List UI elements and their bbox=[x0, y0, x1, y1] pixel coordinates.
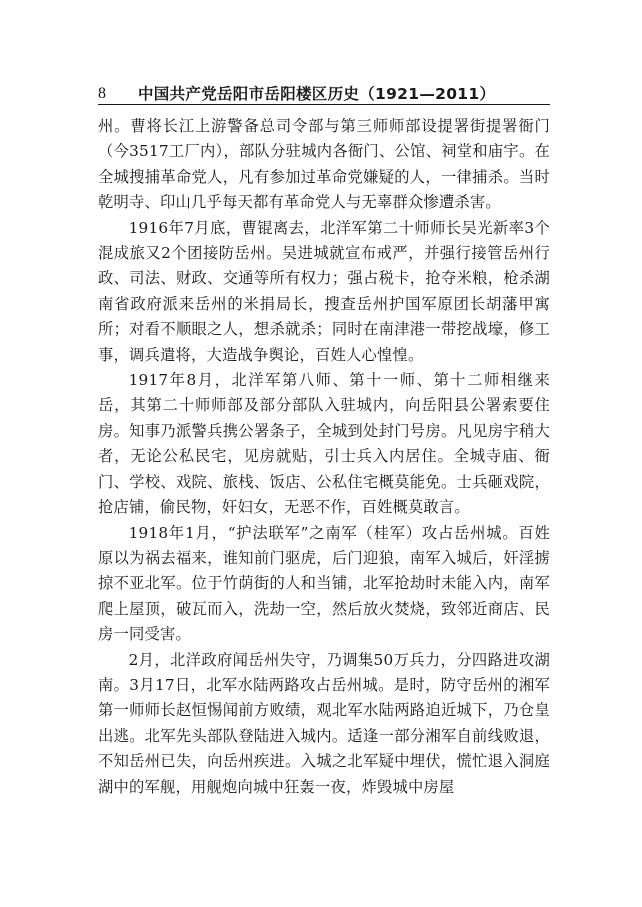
paragraph: 1918年1月，“护法联军”之南军（桂军）攻占岳州城。百姓原以为祸去福来，谁知前门驱虎，后门迎狼，南军入城后，奸淫掳掠不亚北军。位于竹荫街的人和当铺，北军抢劫时未能入内，南军爬上屋顶，破瓦而入，洗劫一空，然后放火焚烧，致邻近商店、民房一同受害。 bbox=[98, 523, 550, 644]
page-header bbox=[98, 76, 550, 104]
running-title: 中国共产党岳阳市岳阳楼区历史（1921—2011） bbox=[138, 85, 496, 103]
page-number: 8 bbox=[98, 85, 106, 102]
paragraph-continued: 州。曹将长江上游警备总司令部与第三师师部设提署街提署衙门（今3517工厂内），部队分驻城内各衙门、公馆、祠堂和庙宇。在全城搜捕革命党人，凡有参加过革命党嫌疑的人，一律捕杀。当时乾明寺、印山几乎每天都有革命党人与无辜群众惨遭杀害。 bbox=[98, 117, 550, 212]
paragraph: 1916年7月底，曹锟离去，北洋军第二十师师长吴光新率3个混成旅又2个团接防岳州。吴进城就宣布戒严，并强行接管岳州行政、司法、财政、交通等所有权力；强占税卡，抢夺米粮，枪杀湖南省政府派来岳州的米捐局长，搜查岳州护国军原团长胡藩甲寓所；对看不顺眼之人，想杀就杀；同时在南津港一带挖战壕，修工事，调兵遣将，大造战争舆论，百姓人心惶惶。 bbox=[98, 218, 550, 364]
header-rule bbox=[98, 104, 550, 105]
paragraph: 1917年8月，北洋军第八师、第十一师、第十二师相继来岳，其第二十师师部及部分部队入驻城内，向岳阳县公署索要住房。知事乃派警兵携公署条子，全城到处封门号房。凡见房宇稍大者，无论公私民宅，见房就贴，引士兵入内居住。全城寺庙、衙门、学校、戏院、旅栈、饭店、公私住宅概莫能免。士兵砸戏院，抢店铺，偷民物，奸妇女，无恶不作，百姓概莫敢言。 bbox=[98, 371, 550, 517]
paragraph: 2月，北洋政府闻岳州失守，乃调集50万兵力，分四路进攻湖南。3月17日，北军水陆两路攻占岳州城。是时，防守岳州的湘军第一师师长赵恒惕闻前方败绩，观北军水陆两路迫近城下，乃仓皇出逃。北军先头部队登陆进入城内。适逢一部分湘军自前线败退，不知岳州已失，向岳州疾进。入城之北军疑中埋伏，慌忙退入洞庭湖中的军舰，用舰炮向城中狂轰一夜，炸毁城中房屋 bbox=[98, 650, 550, 796]
body-text bbox=[98, 114, 550, 800]
